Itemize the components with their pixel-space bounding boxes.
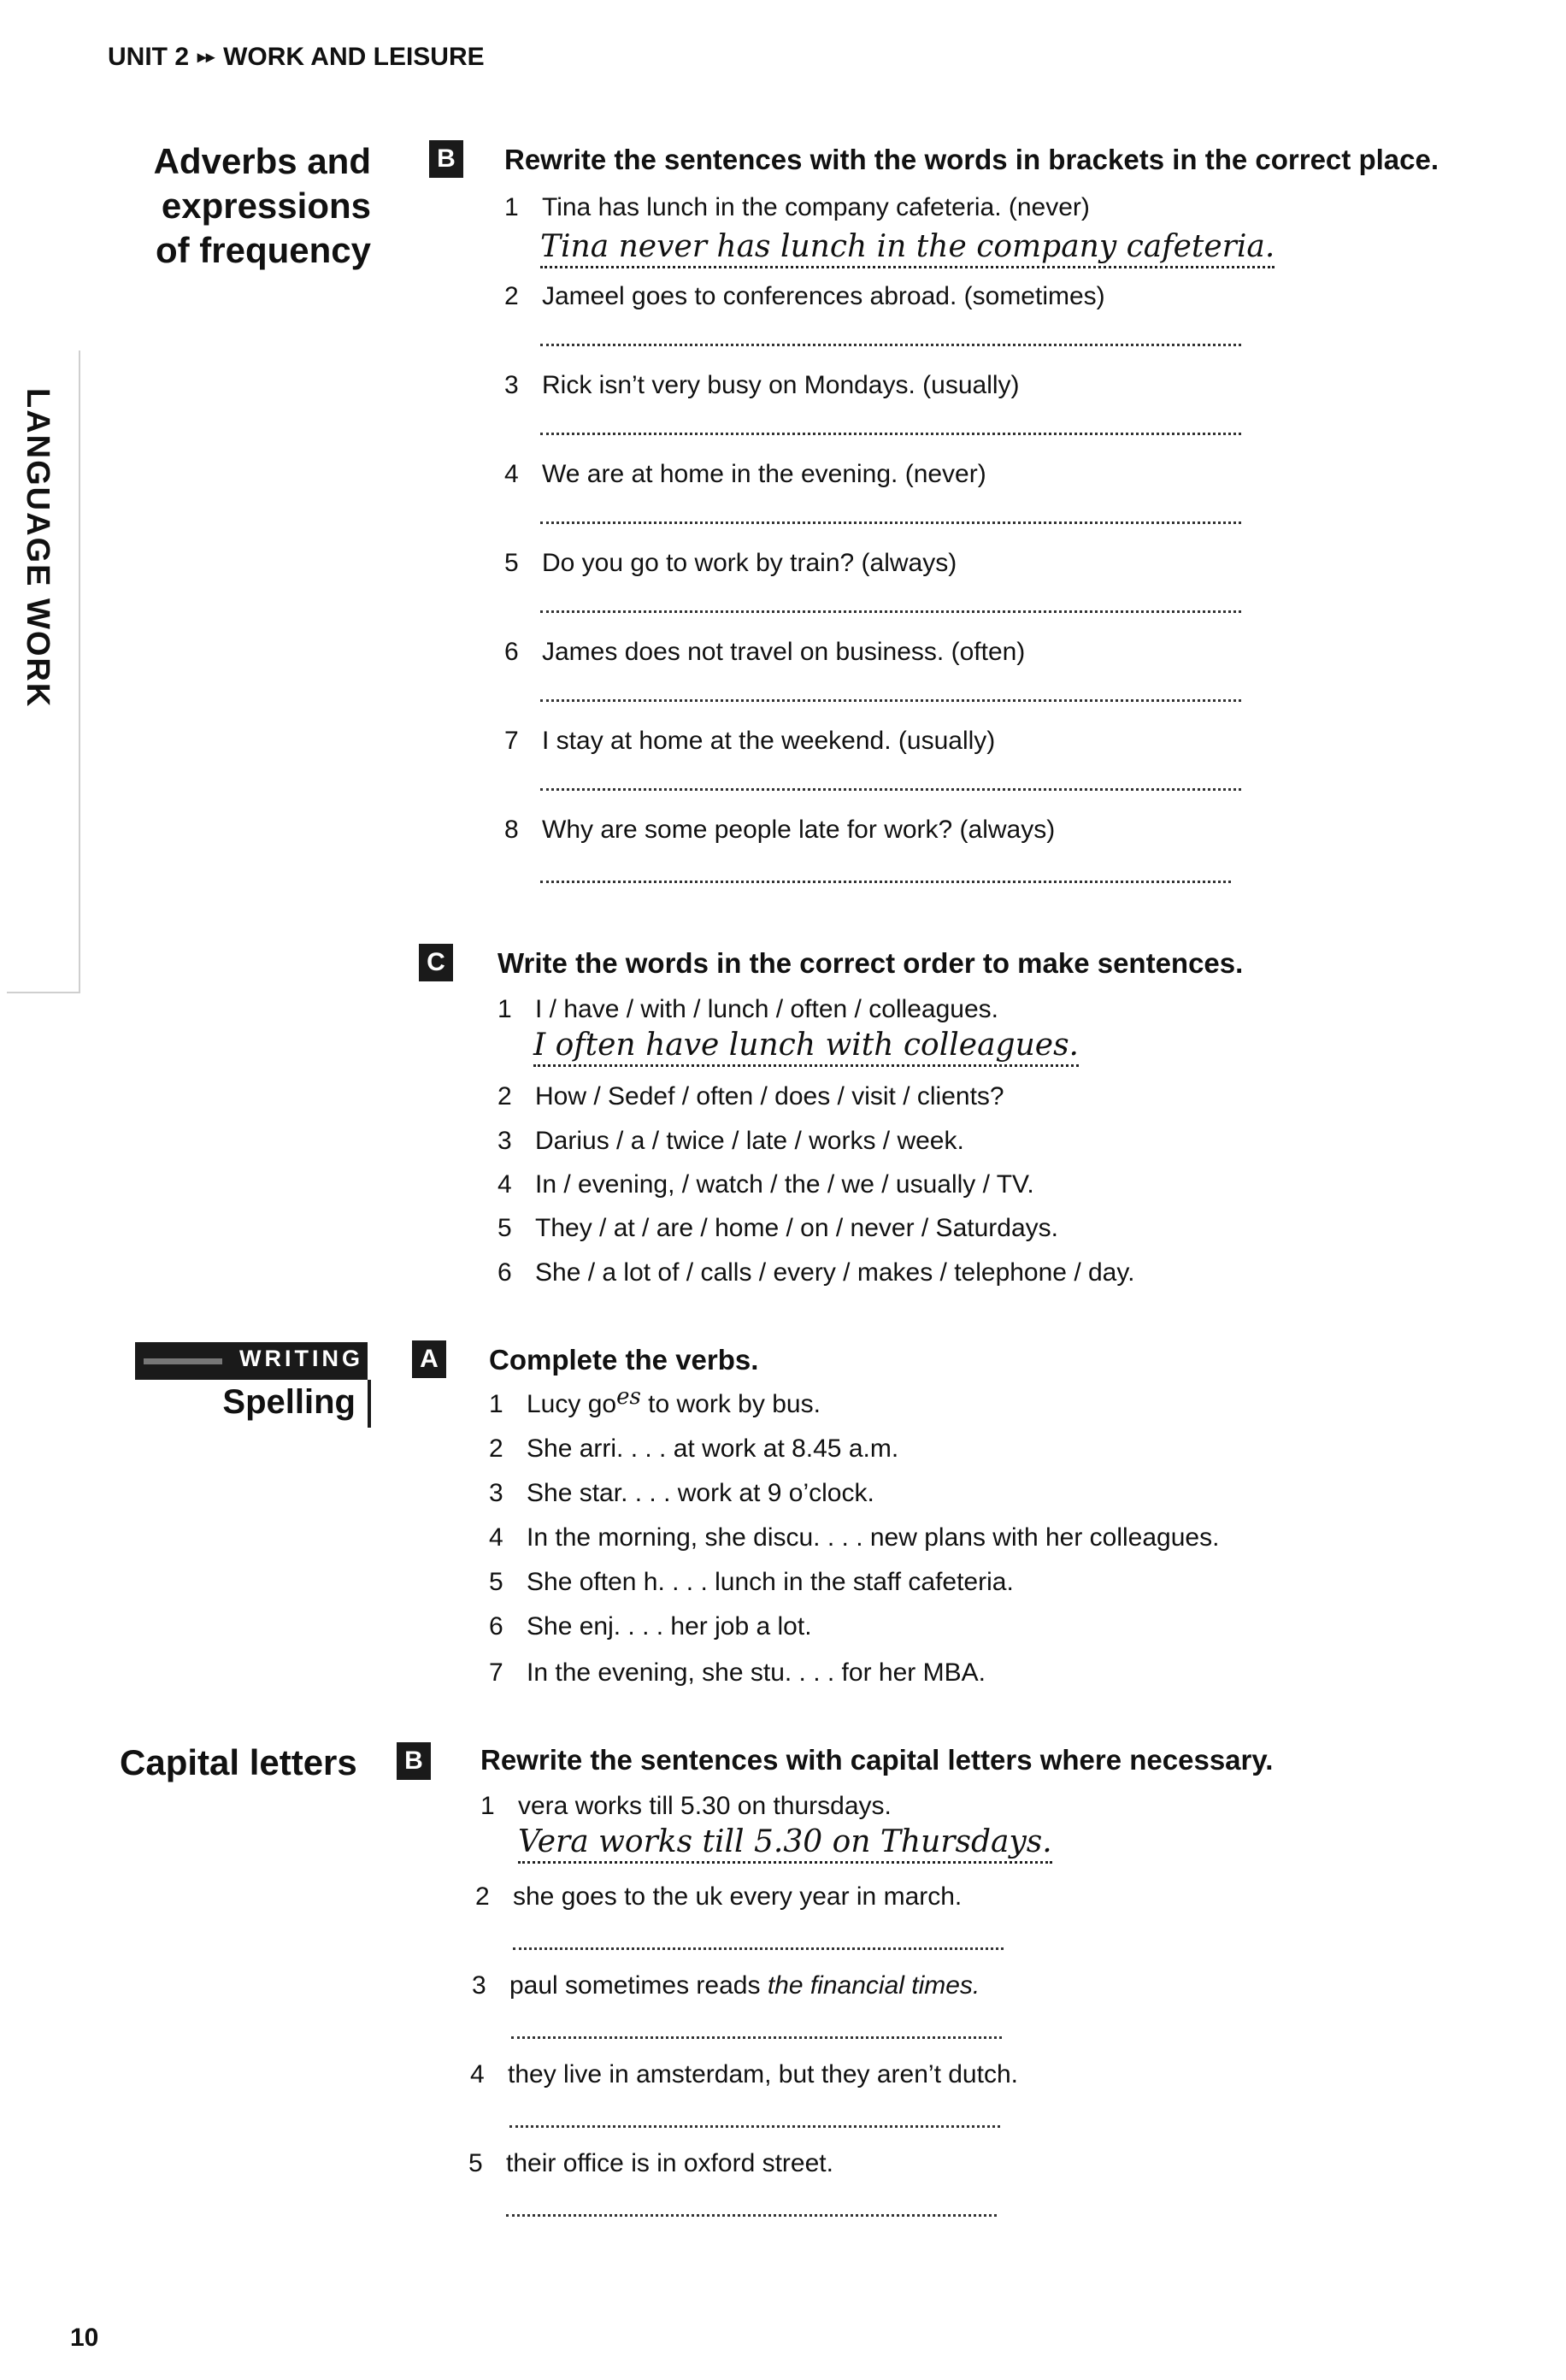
item-text: She enj. . . . her job a lot. <box>527 1612 812 1641</box>
item-text: they live in amsterdam, but they aren’t dutch. <box>508 2060 1018 2088</box>
adverbs-section-title <box>103 139 371 273</box>
item-number: 3 <box>489 1479 503 1507</box>
answer-line[interactable] <box>506 2214 997 2217</box>
exercise-item <box>475 1882 1416 1917</box>
capitals-section-title: Capital letters <box>120 1742 357 1782</box>
title-line: Adverbs and <box>153 141 371 181</box>
exercise-item <box>489 1479 1429 1513</box>
item-text: James does not travel on business. (often) <box>542 638 1026 666</box>
answer-line[interactable] <box>509 2125 1000 2128</box>
side-tab <box>7 351 80 993</box>
writing-banner <box>135 1342 368 1380</box>
exercise-item <box>504 371 1445 405</box>
exercise-item <box>489 1658 1429 1693</box>
item-number: 6 <box>504 638 519 666</box>
item-number: 2 <box>497 1082 512 1110</box>
item-text: How / Sedef / often / does / visit / clients? <box>535 1082 1004 1110</box>
item-text: In / evening, / watch / the / we / usually / TV. <box>535 1170 1034 1199</box>
exercise-item <box>489 1434 1429 1469</box>
exercise-item <box>489 1612 1429 1647</box>
exercise-item <box>504 460 1445 494</box>
answer-line[interactable] <box>513 1947 1004 1950</box>
spelling-title: Spelling <box>222 1383 356 1421</box>
exercise-item <box>497 1170 1438 1205</box>
item-text: she goes to the uk every year in march. <box>513 1882 963 1911</box>
exercise-item <box>497 995 1438 1029</box>
answer-line[interactable] <box>540 610 1241 613</box>
exercise-item <box>480 1792 1421 1826</box>
exercise-item <box>504 638 1445 672</box>
item-text-plain: paul sometimes reads <box>509 1971 768 2000</box>
item-number: 5 <box>489 1568 503 1596</box>
item-text <box>527 1384 821 1419</box>
answer-line[interactable] <box>540 881 1231 883</box>
item-number: 4 <box>497 1170 512 1199</box>
writing-label: WRITING <box>239 1346 363 1371</box>
exercise-item <box>470 2060 1410 2094</box>
item-text: their office is in oxford street. <box>506 2149 833 2177</box>
exercise-item <box>504 282 1445 316</box>
unit-title: WORK AND LEISURE <box>223 43 485 71</box>
handwritten-fill: es <box>616 1384 641 1410</box>
item-text: I / have / with / lunch / often / colleagues. <box>535 995 998 1023</box>
item-number: 2 <box>489 1434 503 1463</box>
item-number: 4 <box>470 2060 485 2088</box>
answer-line[interactable] <box>511 2036 1002 2039</box>
exercise-item <box>497 1082 1438 1116</box>
handwritten-answer: Tina never has lunch in the company cafeteria. <box>540 229 1275 268</box>
exercise-b-instruction: Rewrite the sentences with the words in brackets in the correct place. <box>504 144 1439 175</box>
exercise-item <box>468 2149 1409 2183</box>
double-arrow-icon: ▸▸ <box>197 48 215 67</box>
item-number: 1 <box>497 995 512 1023</box>
exercise-item <box>497 1214 1438 1248</box>
title-line: expressions <box>161 186 371 226</box>
exercise-tag-c: C <box>419 944 453 981</box>
item-number: 3 <box>497 1127 512 1155</box>
exercise-tag-b2: B <box>397 1742 431 1780</box>
item-text: Why are some people late for work? (always) <box>542 816 1056 844</box>
running-header <box>108 43 485 72</box>
handwritten-answer: Vera works till 5.30 on Thursdays. <box>518 1824 1052 1864</box>
capitals-instruction: Rewrite the sentences with capital letters where necessary. <box>480 1744 1274 1776</box>
item-number: 7 <box>504 727 519 755</box>
item-text: She often h. . . . lunch in the staff cafeteria. <box>527 1568 1014 1596</box>
exercise-item <box>489 1384 1429 1424</box>
exercise-item <box>472 1971 1412 2006</box>
item-number: 3 <box>504 371 519 399</box>
item-number: 1 <box>504 193 519 221</box>
item-number: 8 <box>504 816 519 844</box>
item-text <box>509 1971 980 2000</box>
item-text: In the morning, she discu. . . . new plans with her colleagues. <box>527 1523 1220 1552</box>
item-text-italic: the financial times. <box>767 1971 980 2000</box>
item-text: Do you go to work by train? (always) <box>542 549 957 577</box>
item-text-before: Lucy go <box>527 1390 617 1418</box>
item-text: vera works till 5.30 on thursdays. <box>518 1792 892 1820</box>
item-text: I stay at home at the weekend. (usually) <box>542 727 996 755</box>
item-text: She arri. . . . at work at 8.45 a.m. <box>527 1434 899 1463</box>
banner-dash-decoration <box>144 1358 222 1364</box>
page-number: 10 <box>70 2324 99 2352</box>
item-number: 5 <box>497 1214 512 1242</box>
handwritten-answer: I often have lunch with colleagues. <box>533 1028 1079 1067</box>
item-text: They / at / are / home / on / never / Saturdays. <box>535 1214 1058 1242</box>
answer-line[interactable] <box>540 521 1241 524</box>
exercise-item <box>489 1523 1429 1558</box>
exercise-item <box>497 1258 1438 1293</box>
item-number: 3 <box>472 1971 486 2000</box>
side-tab-label: LANGUAGE WORK <box>20 388 56 709</box>
item-text-after: to work by bus. <box>640 1390 821 1418</box>
item-number: 1 <box>489 1390 503 1418</box>
item-text: She star. . . . work at 9 o’clock. <box>527 1479 874 1507</box>
answer-line[interactable] <box>540 699 1241 702</box>
item-number: 4 <box>489 1523 503 1552</box>
item-number: 5 <box>468 2149 483 2177</box>
item-number: 5 <box>504 549 519 577</box>
item-number: 6 <box>497 1258 512 1287</box>
answer-line[interactable] <box>540 433 1241 435</box>
exercise-c-instruction: Write the words in the correct order to make sentences. <box>497 947 1244 979</box>
item-number: 2 <box>475 1882 490 1911</box>
exercise-item <box>504 193 1445 227</box>
unit-label: UNIT 2 <box>108 43 190 71</box>
item-text: Darius / a / twice / late / works / week. <box>535 1127 964 1155</box>
exercise-tag-b: B <box>429 140 463 178</box>
item-text: Jameel goes to conferences abroad. (sometimes) <box>542 282 1105 310</box>
exercise-item <box>504 816 1445 850</box>
exercise-a-instruction: Complete the verbs. <box>489 1344 759 1376</box>
spelling-heading <box>135 1380 371 1428</box>
item-number: 4 <box>504 460 519 488</box>
item-number: 2 <box>504 282 519 310</box>
exercise-tag-a: A <box>412 1340 446 1378</box>
exercise-item <box>497 1127 1438 1161</box>
item-number: 1 <box>480 1792 495 1820</box>
item-number: 6 <box>489 1612 503 1641</box>
title-line: of frequency <box>155 230 371 270</box>
answer-line[interactable] <box>540 344 1241 346</box>
item-number: 7 <box>489 1658 503 1687</box>
item-text: We are at home in the evening. (never) <box>542 460 986 488</box>
item-text: She / a lot of / calls / every / makes / telephone / day. <box>535 1258 1135 1287</box>
item-text: Tina has lunch in the company cafeteria. (never) <box>542 193 1090 221</box>
item-text: Rick isn’t very busy on Mondays. (usually) <box>542 371 1020 399</box>
exercise-item <box>504 727 1445 761</box>
answer-line[interactable] <box>540 788 1241 791</box>
exercise-item <box>489 1568 1429 1602</box>
exercise-item <box>504 549 1445 583</box>
item-text: In the evening, she stu. . . . for her MBA. <box>527 1658 986 1687</box>
